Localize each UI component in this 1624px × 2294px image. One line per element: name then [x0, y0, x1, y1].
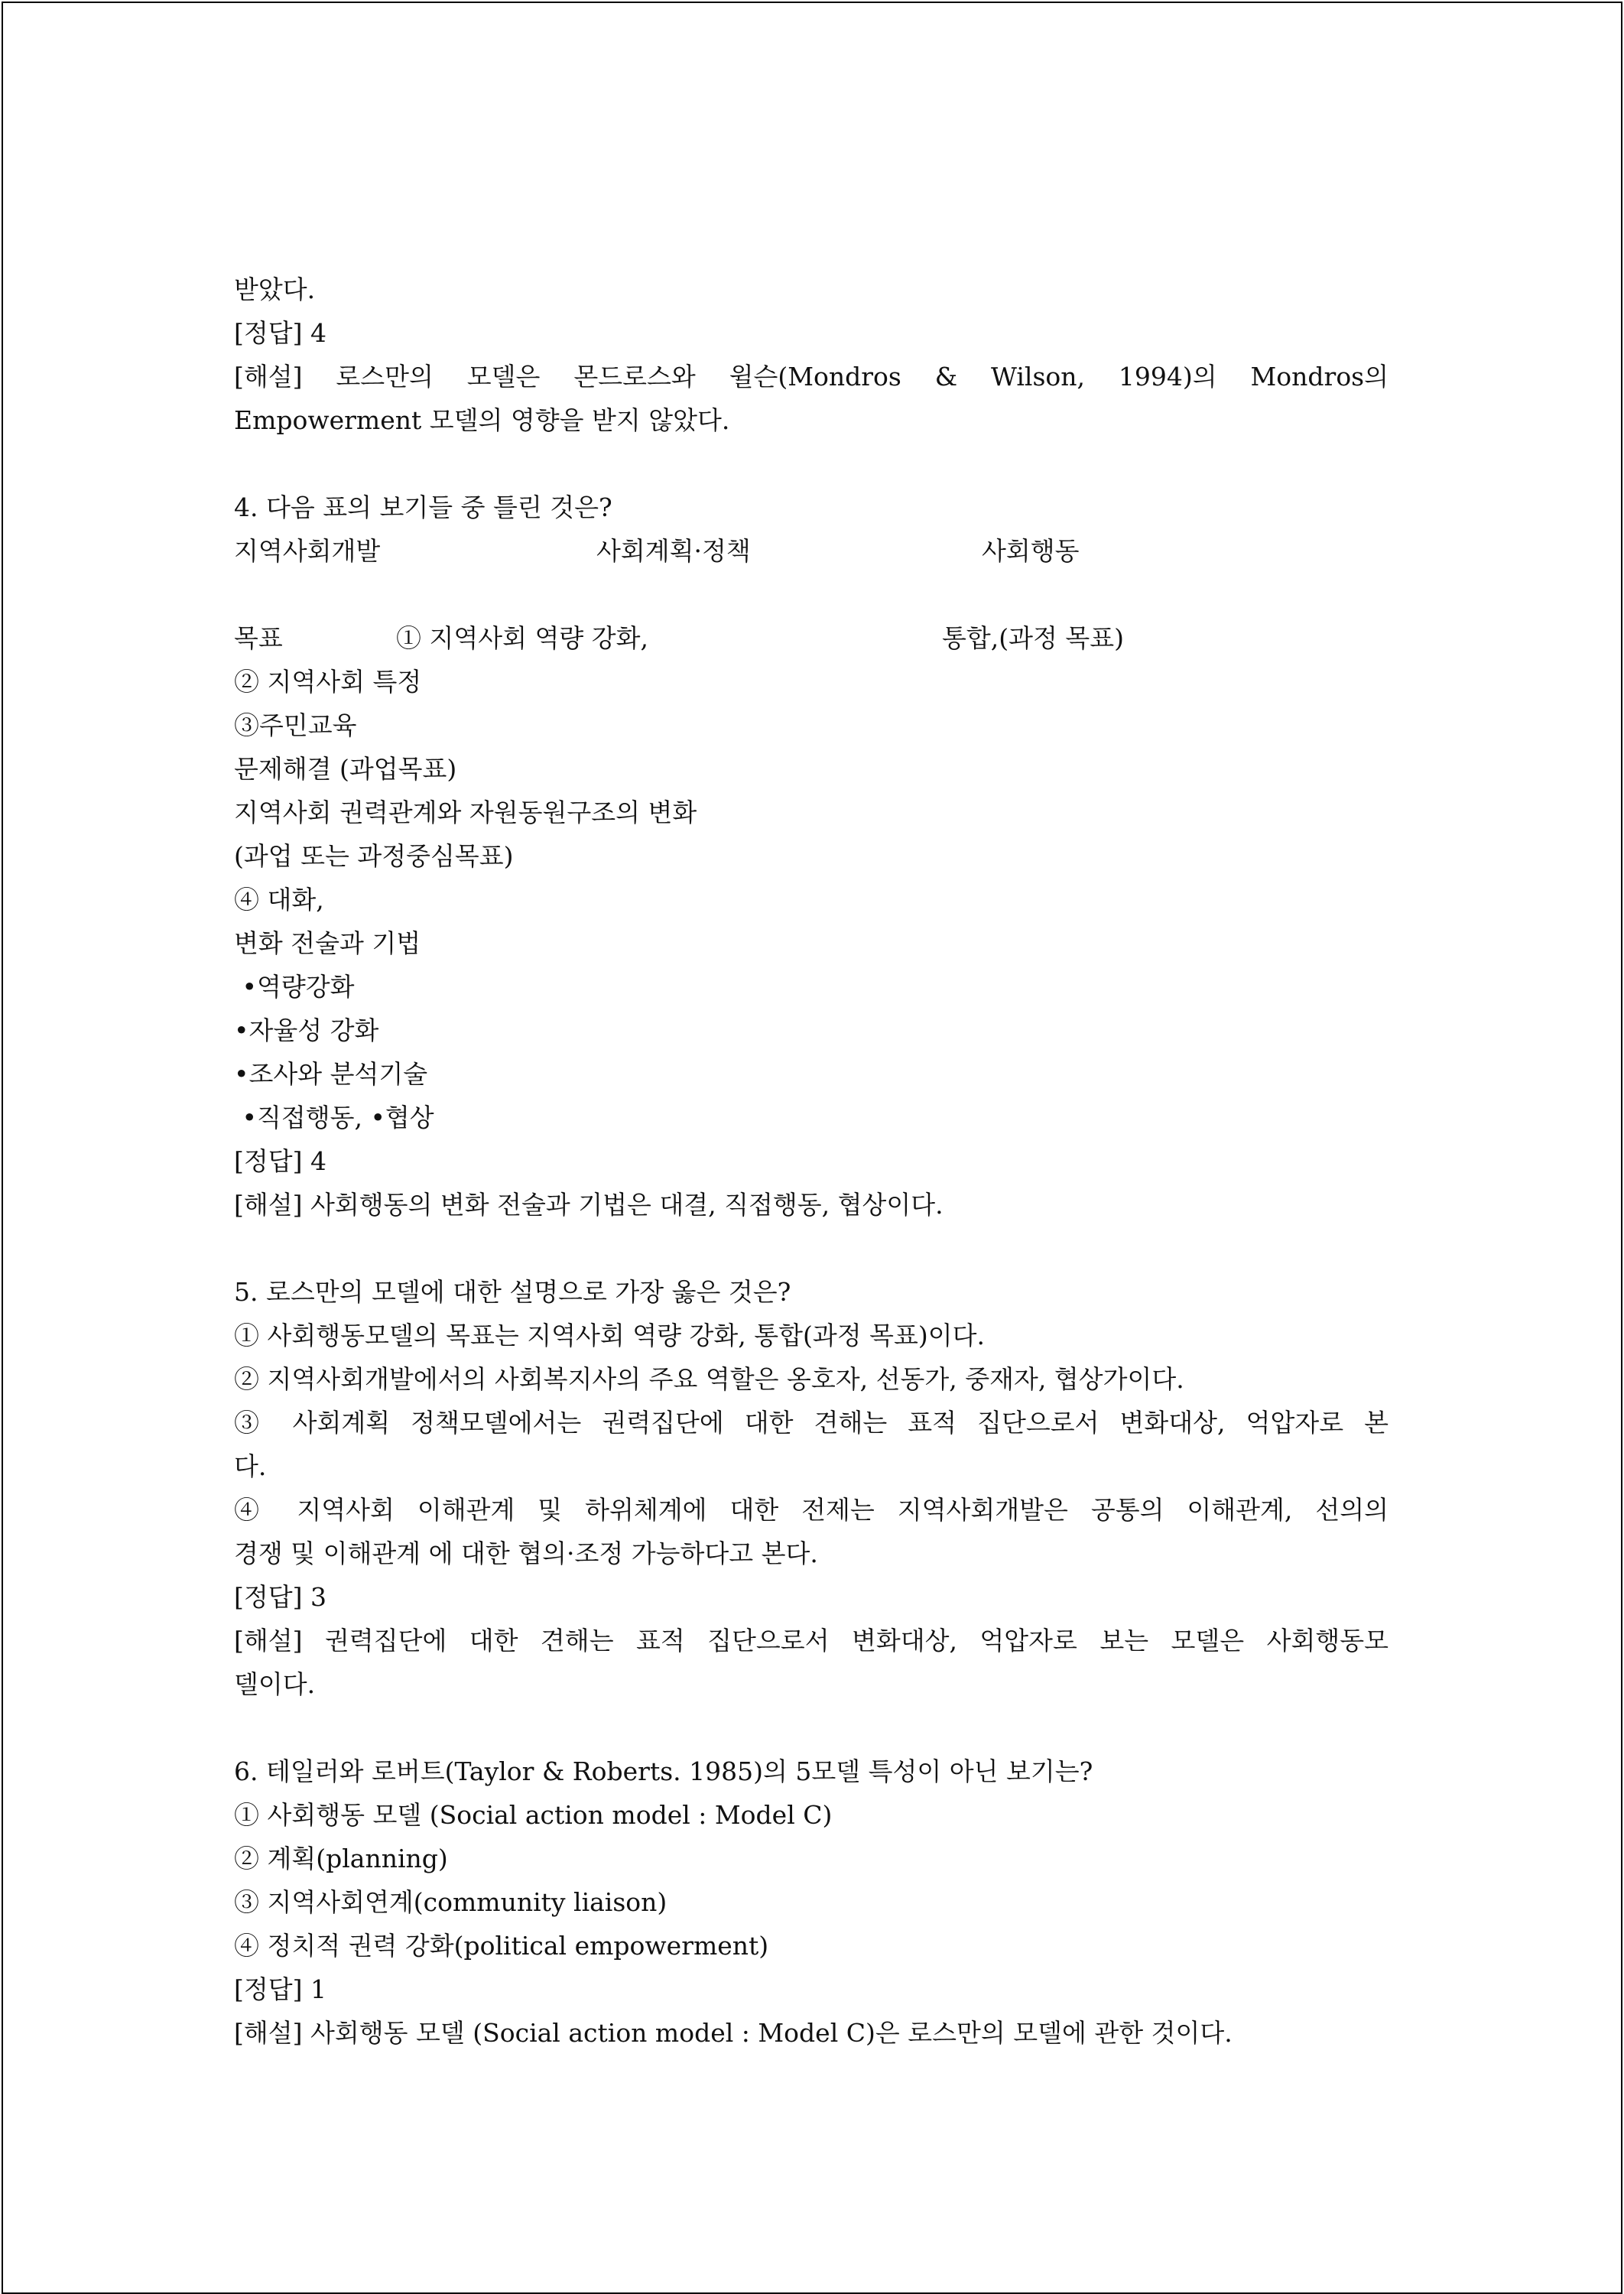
q4-line: 변화 전술과 기법 — [234, 928, 421, 958]
paragraph-gap — [234, 573, 1389, 616]
q4-line: ② 지역사회 특정 — [234, 667, 422, 697]
q6-option-3: ③ 지역사회연계(community liaison) — [234, 1887, 667, 1917]
paragraph-gap — [234, 442, 1389, 486]
q4-line: •조사와 분석기술 — [234, 1059, 428, 1089]
q4-line: 문제해결 (과업목표) — [234, 754, 457, 784]
q4-line: ④ 대화, — [234, 885, 324, 915]
q4-goal-col3: 통합,(과정 목표) — [942, 623, 1124, 653]
q4-header-col2: 사회계획·정책 — [596, 536, 751, 566]
q4-table-header — [234, 529, 1389, 573]
paragraph-gap — [234, 1706, 1389, 1750]
document-body — [234, 268, 1389, 2055]
q4-question: 4. 다음 표의 보기들 중 틀린 것은? — [234, 492, 612, 522]
q5-answer: [정답] 3 — [234, 1582, 326, 1612]
q6-option-4: ④ 정치적 권력 강화(political empowerment) — [234, 1931, 769, 1961]
q5-option-1: ① 사회행동모델의 목표는 지역사회 역량 강화, 통합(과정 목표)이다. — [234, 1321, 985, 1350]
q4-header-col1: 지역사회개발 — [234, 536, 381, 566]
q6-option-2: ② 계획(planning) — [234, 1844, 448, 1873]
q4-line: •직접행동, •협상 — [234, 1103, 434, 1132]
q5-option-3-line1: ③ 사회계획 정책모델에서는 권력집단에 대한 견해는 표적 집단으로서 변화대상, 억압자로 본 — [234, 1408, 1389, 1438]
q4-explanation: [해설] 사회행동의 변화 전술과 기법은 대결, 직접행동, 협상이다. — [234, 1190, 944, 1220]
q6-answer: [정답] 1 — [234, 1974, 326, 2004]
q5-option-3-line2: 다. — [234, 1451, 267, 1481]
q4-line: •역량강화 — [234, 972, 355, 1002]
q3-explanation-line1: [해설] 로스만의 모델은 몬드로스와 윌슨(Mondros & Wilson, 1994)의 Mondros의 — [234, 362, 1389, 392]
q4-goal-row — [234, 616, 1389, 660]
q4-line: ③주민교육 — [234, 710, 357, 740]
q4-line: 지역사회 권력관계와 자원동원구조의 변화 — [234, 798, 697, 827]
q5-explanation-line1: [해설] 권력집단에 대한 견해는 표적 집단으로서 변화대상, 억압자로 보는 모델은 사회행동모 — [234, 1626, 1389, 1656]
q5-explanation-line2: 델이다. — [234, 1669, 316, 1699]
q4-answer: [정답] 4 — [234, 1146, 326, 1176]
q4-line: •자율성 강화 — [234, 1015, 379, 1045]
q3-tail-text: 받았다. — [234, 275, 316, 304]
q6-explanation: [해설] 사회행동 모델 (Social action model : Model C)은 로스만의 모델에 관한 것이다. — [234, 2018, 1233, 2048]
q3-explanation-line2: Empowerment 모델의 영향을 받지 않았다. — [234, 405, 730, 435]
q4-goal-col1: ① 지역사회 역량 강화, — [396, 623, 648, 653]
q4-line: (과업 또는 과정중심목표) — [234, 841, 514, 871]
q4-goal-label: 목표 — [234, 623, 283, 653]
q6-question: 6. 테일러와 로버트(Taylor & Roberts. 1985)의 5모델 특성이 아닌 보기는? — [234, 1756, 1093, 1786]
paragraph-gap — [234, 1227, 1389, 1270]
q4-header-col3: 사회행동 — [982, 536, 1080, 566]
q5-option-4-line2: 경쟁 및 이해관계 에 대한 협의·조정 가능하다고 본다. — [234, 1539, 818, 1568]
q5-option-4-line1: ④ 지역사회 이해관계 및 하위체계에 대한 전제는 지역사회개발은 공통의 이해관계, 선의의 — [234, 1495, 1389, 1525]
q6-option-1: ① 사회행동 모델 (Social action model : Model C) — [234, 1800, 833, 1830]
q5-option-2: ② 지역사회개발에서의 사회복지사의 주요 역할은 옹호자, 선동가, 중재자, 협상가이다. — [234, 1364, 1184, 1394]
q5-question: 5. 로스만의 모델에 대한 설명으로 가장 옳은 것은? — [234, 1277, 791, 1307]
q3-answer: [정답] 4 — [234, 318, 326, 348]
